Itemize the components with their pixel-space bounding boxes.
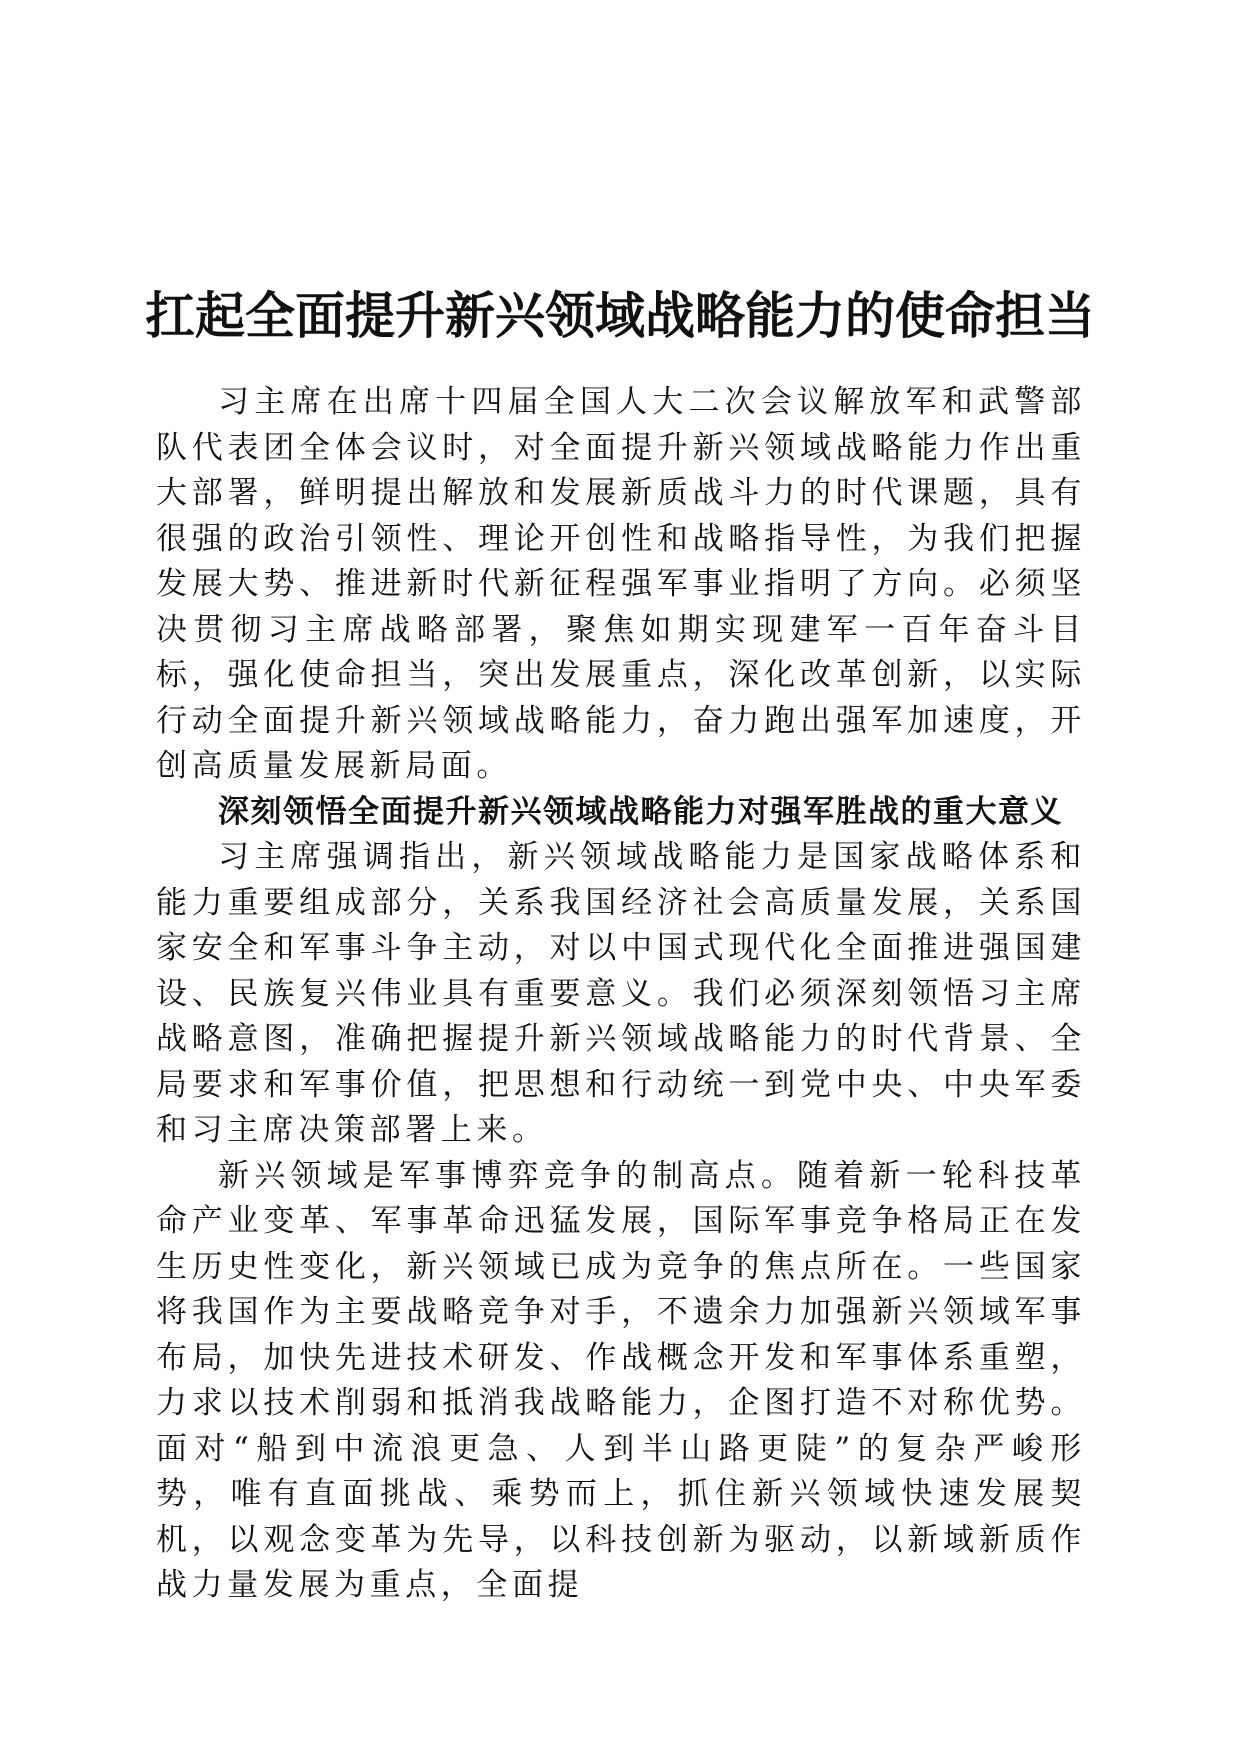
section-heading: 深刻领悟全面提升新兴领域战略能力对强军胜战的重大意义 — [218, 793, 1063, 830]
document-title: 扛起全面提升新兴领域战略能力的使命担当 — [145, 285, 1095, 345]
paragraph: 习主席强调指出，新兴领域战略能力是国家战略体系和能力重要组成部分，关系我国经济社会高质量发展，关系国家安全和军事斗争主动，对以中国式现代化全面推进强国建设、民族复兴伟业具有重要意义。我们必须深刻领悟习主席战略意图，准确把握提升新兴领域战略能力的时代背景、全局要求和军事价值，把思想和行动统一到党中央、中央军委和习主席决策部署上来。 — [156, 839, 1086, 1148]
document-body — [156, 380, 1086, 1609]
paragraph: 习主席在出席十四届全国人大二次会议解放军和武警部队代表团全体会议时，对全面提升新兴领域战略能力作出重大部署，鲜明提出解放和发展新质战斗力的时代课题，具有很强的政治引领性、理论开创性和战略指导性，为我们把握发展大势、推进新时代新征程强军事业指明了方向。必须坚决贯彻习主席战略部署，聚焦如期实现建军一百年奋斗目标，强化使命担当，突出发展重点，深化改革创新，以实际行动全面提升新兴领域战略能力，奋力跑出强军加速度，开创高质量发展新局面。 — [156, 384, 1086, 784]
paragraph: 新兴领域是军事博弈竞争的制高点。随着新一轮科技革命产业变革、军事革命迅猛发展，国际军事竞争格局正在发生历史性变化，新兴领域已成为竞争的焦点所在。一些国家将我国作为主要战略竞争对手，不遗余力加强新兴领域军事布局，加快先进技术研发、作战概念开发和军事体系重塑，力求以技术削弱和抵消我战略能力，企图打造不对称优势。面对“船到中流浪更急、人到半山路更陡”的复杂严峻形势，唯有直面挑战、乘势而上，抓住新兴领域快速发展契机，以观念变革为先导，以科技创新为驱动，以新域新质作战力量发展为重点，全面提 — [156, 1157, 1086, 1603]
